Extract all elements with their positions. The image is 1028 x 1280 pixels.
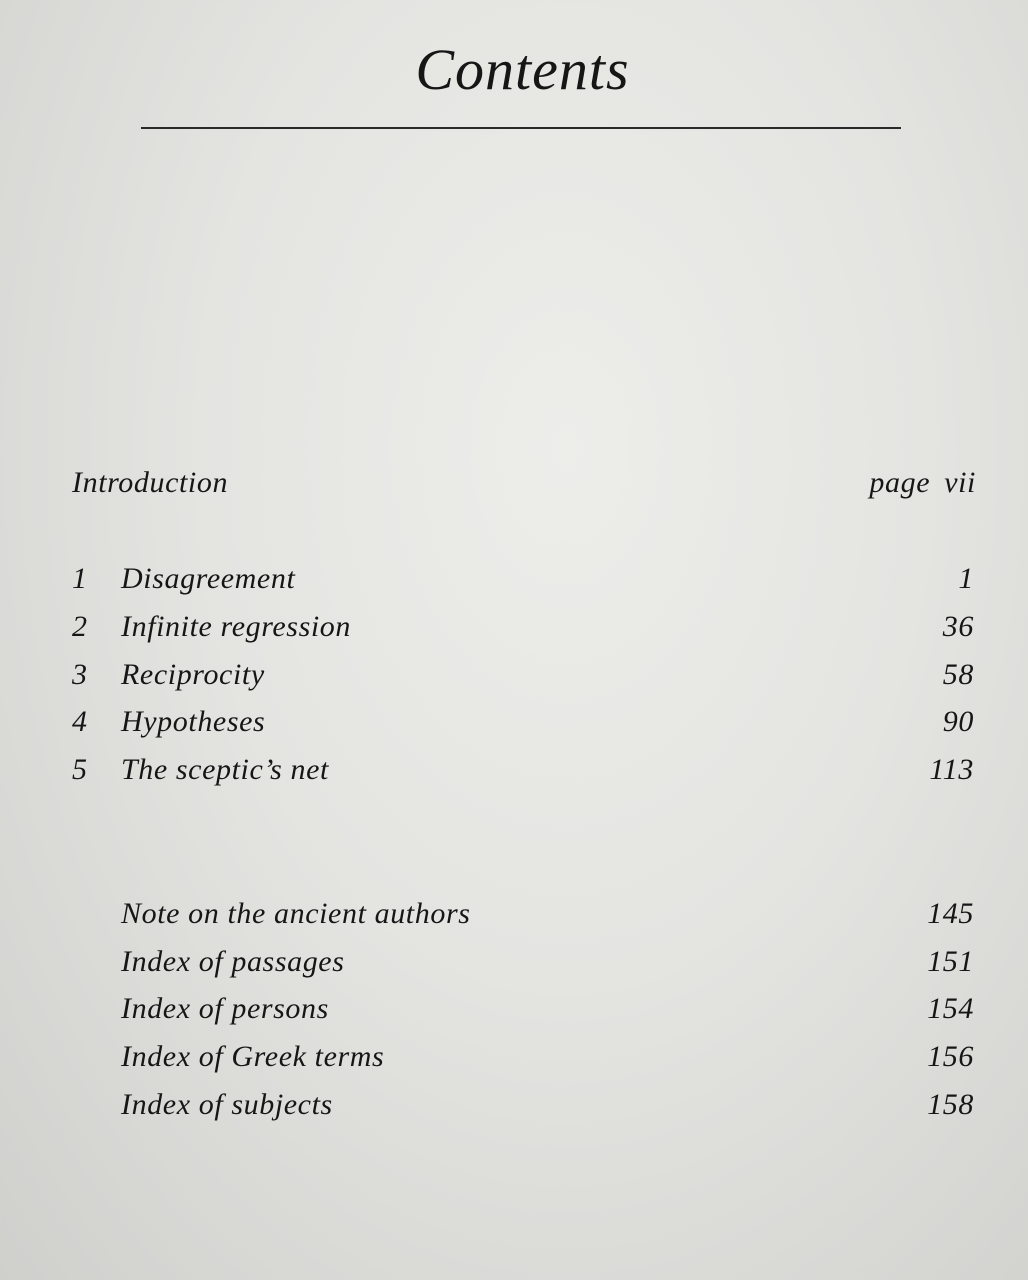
toc-entry-page: 145 [927,897,974,930]
toc-entry-page: page vii [869,466,976,499]
toc-entry-page: 90 [942,705,974,738]
chapter-number: 2 [72,610,87,643]
toc-entry-index-passages [0,945,1028,985]
toc-entry-page: 158 [927,1088,974,1121]
toc-entry-label: Introduction [72,466,229,499]
toc-entry-page: 58 [942,658,974,691]
toc-entry-label: Reciprocity [121,658,265,691]
toc-entry-index-subjects [0,1088,1028,1128]
toc-entry-page: 113 [929,753,974,786]
toc-entry-note-ancient-authors [0,897,1028,937]
chapter-number: 5 [72,753,87,786]
toc-entry-introduction [0,466,1028,506]
toc-entry-label: Index of passages [121,945,345,978]
toc-entry-chapter-5 [0,753,1028,793]
toc-entry-chapter-4 [0,705,1028,745]
toc-entry-label: Infinite regression [121,610,351,643]
toc-entry-label: The sceptic’s net [121,753,329,786]
toc-entry-index-persons [0,992,1028,1032]
toc-entry-label: Disagreement [121,562,296,595]
toc-entry-page: 1 [958,562,974,595]
chapter-number: 4 [72,705,87,738]
chapter-number: 3 [72,658,87,691]
toc-entry-label: Index of subjects [121,1088,333,1121]
toc-entry-page: 156 [927,1040,974,1073]
toc-entry-page: 151 [927,945,974,978]
toc-entry-label: Index of Greek terms [121,1040,385,1073]
title-rule [141,127,901,129]
toc-entry-chapter-1 [0,562,1028,602]
toc-entry-label: Hypotheses [121,705,266,738]
page-title: Contents [415,37,630,102]
toc-entry-label: Note on the ancient authors [121,897,471,930]
toc-entry-chapter-3 [0,658,1028,698]
toc-entry-page: 36 [942,610,974,643]
chapter-number: 1 [72,562,87,595]
toc-entry-page: 154 [927,992,974,1025]
toc-entry-chapter-2 [0,610,1028,650]
toc-entry-label: Index of persons [121,992,329,1025]
toc-entry-index-greek-terms [0,1040,1028,1080]
